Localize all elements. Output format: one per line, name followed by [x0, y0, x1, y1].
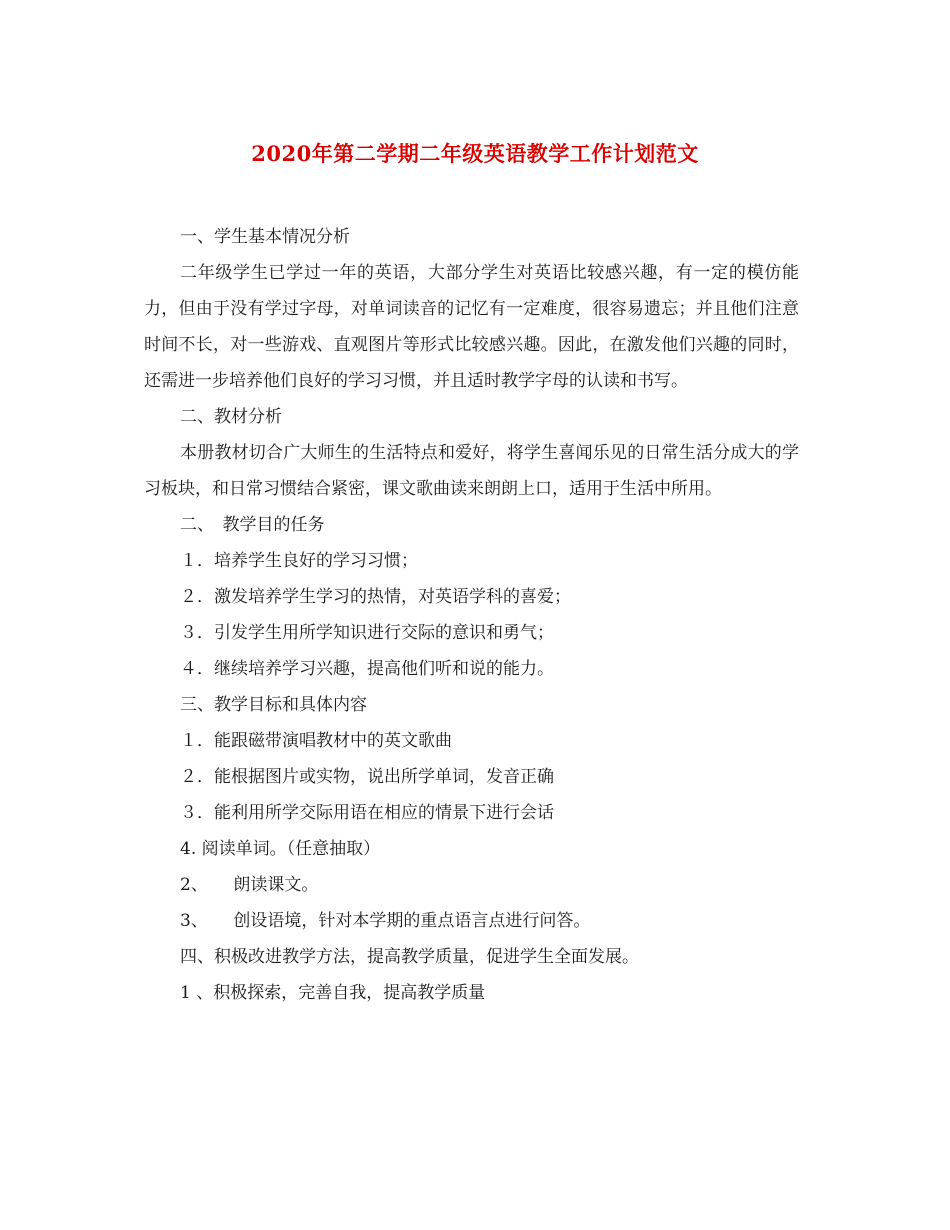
section-heading: 一、学生基本情况分析: [180, 227, 350, 247]
list-item: ２．激发培养学生学习的热情，对英语学科的喜爱；: [180, 587, 571, 607]
list-item: 3、 创设语境，针对本学期的重点语言点进行问答。: [180, 911, 591, 931]
body-paragraph: 二年级学生已学过一年的英语，大部分学生对英语比较感兴趣，有一定的模仿能力，但由于没有学过字母，对单词读音的记忆有一定难度，很容易遗忘；并且他们注意时间不长，对一些游戏、直观图片等形式比较感兴趣。因此，在激发他们兴趣的同时，还需进一步培养他们良好的学习习惯，并且适时教学字母的认读和书写。: [144, 263, 799, 391]
list-item: ３．引发学生用所学知识进行交际的意识和勇气；: [180, 623, 554, 643]
list-item: ２．能根据图片或实物，说出所学单词，发音正确: [180, 767, 554, 787]
section-heading: 二、教材分析: [180, 407, 282, 427]
list-item: ４．继续培养学习兴趣，提高他们听和说的能力。: [180, 659, 554, 679]
list-item: 2、 朗读课文。: [180, 875, 319, 895]
list-item: １．培养学生良好的学习习惯；: [180, 551, 418, 571]
section-heading: 四、积极改进教学方法，提高教学质量，促进学生全面发展。: [180, 947, 639, 967]
document-body: [144, 219, 799, 1011]
body-paragraph: 本册教材切合广大师生的生活特点和爱好，将学生喜闻乐见的日常生活分成大的学习板块，和日常习惯结合紧密，课文歌曲读来朗朗上口，适用于生活中所用。: [144, 443, 799, 499]
list-item: 1 、积极探索，完善自我，提高教学质量: [180, 983, 486, 1003]
section-heading: 二、 教学目的任务: [180, 515, 325, 535]
list-item: ３．能利用所学交际用语在相应的情景下进行会话: [180, 803, 554, 823]
section-heading: 三、教学目标和具体内容: [180, 695, 367, 715]
list-item: １．能跟磁带演唱教材中的英文歌曲: [180, 731, 452, 751]
list-item: 4. 阅读单词。（任意抽取）: [180, 839, 381, 859]
document-title: 2020年第二学期二年级英语教学工作计划范文: [251, 141, 699, 166]
